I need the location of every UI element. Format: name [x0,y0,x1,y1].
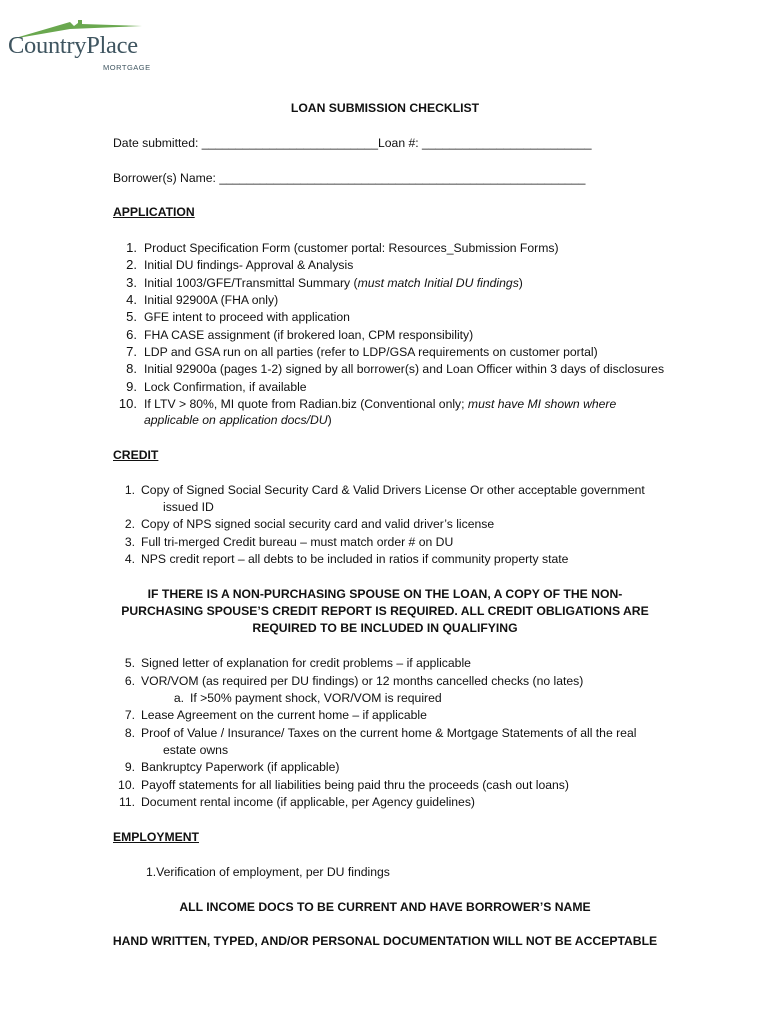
application-heading: APPLICATION [113,205,195,219]
company-logo [8,20,158,82]
list-item: 5. Signed letter of explanation for credit problems – if applicable [124,656,471,670]
list-item-continuation: applicable on application docs/DU) [144,413,332,427]
loan-label: Loan #: [377,136,423,150]
list-item: 3. Initial 1003/GFE/Transmittal Summary (must match Initial DU findings) [126,275,523,290]
nps-notice-line: REQUIRED TO BE INCLUDED IN QUALIFYING [252,621,518,635]
list-item: 4. Initial 92900A (FHA only) [126,292,279,307]
list-item: 2. Initial DU findings- Approval & Analysis [126,257,354,272]
list-item: 5. GFE intent to proceed with application [126,309,350,324]
nps-notice-line: PURCHASING SPOUSE’S CREDIT REPORT IS REQUIRED. ALL CREDIT OBLIGATIONS ARE [121,604,649,618]
borrower-name-field [113,171,585,185]
list-item: 10. If LTV > 80%, MI quote from Radian.biz (Conventional only; must have MI shown where [118,396,617,411]
page-title: LOAN SUBMISSION CHECKLIST [290,101,480,115]
list-item: 1. Copy of Signed Social Security Card & Valid Drivers License Or other acceptable government [124,483,645,497]
list-item: 3. Full tri-merged Credit bureau – must match order # on DU [124,535,454,549]
employment-heading: EMPLOYMENT [113,830,199,844]
list-item: 9. Bankruptcy Paperwork (if applicable) [124,760,340,774]
logo-wordmark: CountryPlace [8,32,138,59]
list-item: 4. NPS credit report – all debts to be included in ratios if community property state [124,552,569,566]
list-subitem: a. If >50% payment shock, VOR/VOM is required [173,691,442,705]
income-docs-notice: ALL INCOME DOCS TO BE CURRENT AND HAVE BORROWER’S NAME [179,900,591,914]
borrower-line: ______________________________________________________ [219,171,586,185]
list-item: 11. Document rental income (if applicable, per Agency guidelines) [118,795,475,809]
list-item: 8. Proof of Value / Insurance/ Taxes on the current home & Mortgage Statements of all the real [124,726,637,740]
list-item: 2. Copy of NPS signed social security card and valid driver’s license [124,517,495,531]
documentation-notice: HAND WRITTEN, TYPED, AND/OR PERSONAL DOCUMENTATION WILL NOT BE ACCEPTABLE [112,934,658,948]
list-item: 6. FHA CASE assignment (if brokered loan, CPM responsibility) [126,327,474,342]
nps-notice-line: IF THERE IS A NON-PURCHASING SPOUSE ON THE LOAN, A COPY OF THE NON- [147,587,623,601]
logo-subtitle: MORTGAGE [103,63,151,72]
date-line: __________________________ [201,136,378,150]
list-item-continuation: estate owns [163,743,229,757]
borrower-label: Borrower(s) Name: [113,171,220,185]
loan-line: _________________________ [422,136,592,150]
list-item: 10. Payoff statements for all liabilities being paid thru the proceeds (cash out loans) [118,778,569,792]
date-label: Date submitted: [113,136,202,150]
list-item: 7. Lease Agreement on the current home – if applicable [124,708,427,722]
list-item: 1.Verification of employment, per DU findings [146,865,390,879]
credit-heading: CREDIT [113,448,159,462]
list-item: 1. Product Specification Form (customer portal: Resources_Submission Forms) [126,240,559,255]
list-item: 9. Lock Confirmation, if available [126,379,307,394]
date-submitted-field [113,136,592,150]
list-item: 6. VOR/VOM (as required per DU findings) or 12 months cancelled checks (no lates) [124,674,584,688]
list-item: 8. Initial 92900a (pages 1-2) signed by all borrower(s) and Loan Officer within 3 days of disclosures [126,361,665,376]
list-item: 7. LDP and GSA run on all parties (refer to LDP/GSA requirements on customer portal) [126,344,598,359]
list-item-continuation: issued ID [163,500,214,514]
